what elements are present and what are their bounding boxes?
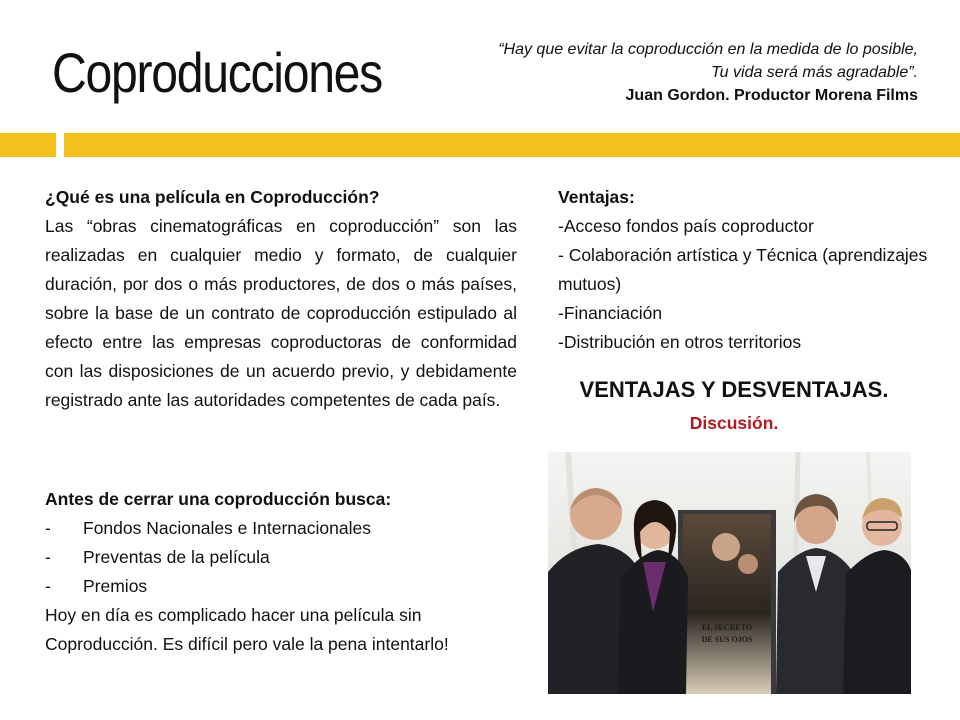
list-item: - Colaboración artística y Técnica (aprendizajes mutuos) <box>558 245 928 294</box>
advantages-heading: Ventajas: <box>558 187 635 207</box>
list-item: - Preventas de la película <box>45 543 515 572</box>
list-item: -Financiación <box>558 303 663 323</box>
poster-title-1: EL SECRETO <box>701 623 753 632</box>
quote-line-1: “Hay que evitar la coproducción en la medida de lo posible, <box>498 41 918 58</box>
header-quote <box>498 38 918 107</box>
list-item: -Acceso fondos país coproductor <box>558 216 814 236</box>
closing-text: Hoy en día es complicado hacer una película sin Coproducción. Es difícil pero vale la pena intentarlo! <box>45 605 449 654</box>
definition-question: ¿Qué es una película en Coproducción? <box>45 187 380 207</box>
list-item: -Distribución en otros territorios <box>558 332 802 352</box>
before-closing-section <box>45 485 515 659</box>
event-photo <box>548 452 911 694</box>
definition-section <box>45 183 517 415</box>
list-item: - Fondos Nacionales e Internacionales <box>45 514 515 543</box>
list-item: - Premios <box>45 572 515 601</box>
slide-title: Coproducciones <box>52 41 382 104</box>
advantages-section <box>558 183 928 357</box>
before-heading: Antes de cerrar una coproducción busca: <box>45 489 392 509</box>
poster-title-2: DE SUS OJOS <box>701 635 753 644</box>
definition-text: Las “obras cinematográficas en coproducción” son las realizadas en cualquier medio y formato, de cualquier duración, por dos o más productores, de dos o más países, sobre la base de un contrato de coproducción estipulado al efecto entre las empresas coproductoras de conformidad con las disposiciones de un acuerdo previo, y debidamente registrado ante las autoridades competentes de cada país. <box>45 216 517 410</box>
pros-cons-title: VENTAJAS Y DESVENTAJAS. <box>579 377 889 402</box>
quote-line-2: Tu vida será más agradable”. <box>711 64 918 81</box>
accent-bar-right <box>64 133 960 157</box>
event-photo-illustration <box>548 452 911 694</box>
accent-bar-left <box>0 133 56 157</box>
before-list <box>45 514 515 601</box>
quote-author: Juan Gordon. Productor Morena Films <box>625 87 918 104</box>
discussion-subtitle: Discusión. <box>689 413 779 433</box>
